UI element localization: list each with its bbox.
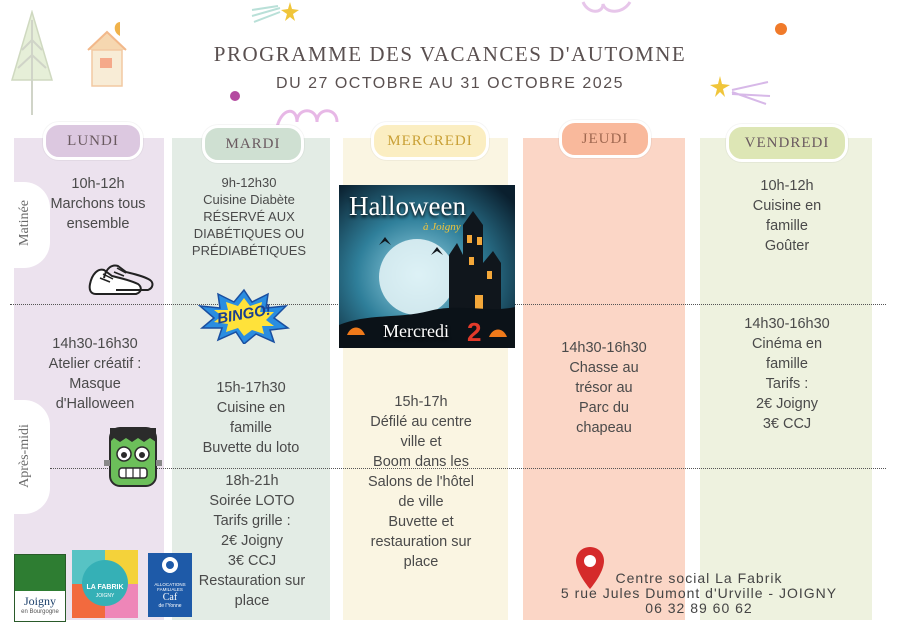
- day-label-jeudi: JEUDI: [559, 120, 651, 158]
- joigny-logo-tagline: en Bourgogne: [21, 609, 59, 615]
- caf-logo-line1: ALLOCATIONS: [154, 582, 186, 587]
- footer-address-block: [540, 571, 858, 616]
- period-label-morning: Matinée: [17, 200, 32, 246]
- day-label-vendredi: VENDREDI: [726, 124, 848, 162]
- footer-address: 5 rue Jules Dumont d'Urville - JOIGNY: [560, 585, 838, 601]
- caf-emblem-icon: [148, 553, 192, 577]
- footer-org: Centre social La Fabrik: [615, 570, 783, 586]
- caf-logo-line2: FAMILIALES: [157, 587, 183, 592]
- fabrik-logo-name: LA FABRIK: [86, 584, 124, 591]
- mardi-evening-activity: 18h-21h Soirée LOTO Tarifs grille : 2€ Joigny 3€ CCJ Restauration sur place: [198, 473, 306, 609]
- mardi-afternoon-activity: 15h-17h30 Cuisine en famille Buvette du loto: [202, 380, 300, 456]
- lundi-afternoon-activity: 14h30-16h30 Atelier créatif : Masque d'Halloween: [48, 336, 142, 412]
- caf-logo-tagline: de l'Yonne: [158, 603, 182, 609]
- orange-dot: [774, 22, 788, 36]
- mercredi-afternoon-activity: 15h-17h Défilé au centre ville et Boom dans les Salons de l'hôtel de ville Buvette et restauration sur place: [368, 394, 474, 570]
- caf-logo-name: Caf: [162, 592, 178, 603]
- joigny-logo-name: Joigny: [23, 594, 56, 608]
- caf-logo: [148, 553, 192, 617]
- lundi-morning-activity: 10h-12h Marchons tous ensemble: [50, 176, 146, 232]
- fabrik-logo-tagline: JOIGNY: [95, 593, 115, 599]
- footer-phone: 06 32 89 60 62: [645, 600, 753, 616]
- shooting-star-icon: [250, 0, 306, 26]
- bingo-label: BINGO!: [215, 301, 273, 328]
- sneakers-icon: [86, 254, 156, 300]
- halloween-poster: [339, 185, 515, 348]
- page-dates: DU 27 OCTOBRE AU 31 OCTOBRE 2025: [276, 75, 624, 92]
- swirl-decoration-top: [578, 0, 638, 16]
- poster-date-digit: 2: [467, 317, 482, 347]
- mardi-morning-activity: 9h-12h30 Cuisine Diabète RÉSERVÉ AUX DIABÉTIQUES OU PRÉDIABÉTIQUES: [191, 175, 307, 258]
- poster-subtitle: à Joigny: [423, 221, 461, 233]
- poster-footer: Mercredi: [383, 321, 449, 341]
- vendredi-morning-activity: 10h-12h Cuisine en famille Goûter: [752, 178, 822, 254]
- poster-title: Halloween: [349, 191, 466, 221]
- day-label-lundi: LUNDI: [43, 122, 143, 160]
- period-label-afternoon: Après-midi: [17, 424, 32, 488]
- bingo-badge: [198, 288, 290, 344]
- vendredi-afternoon-activity: 14h30-16h30 Cinéma en famille Tarifs : 2€ Joigny 3€ CCJ: [744, 316, 830, 432]
- frankenstein-icon: [104, 424, 162, 492]
- page-title: PROGRAMME DES VACANCES D'AUTOMNE: [213, 42, 687, 66]
- fabrik-logo: [72, 550, 138, 618]
- day-label-mercredi: MERCREDI: [371, 122, 489, 160]
- day-label-mardi: MARDI: [202, 125, 304, 163]
- jeudi-afternoon-activity: 14h30-16h30 Chasse au trésor au Parc du chapeau: [561, 340, 647, 436]
- joigny-logo: [14, 554, 66, 622]
